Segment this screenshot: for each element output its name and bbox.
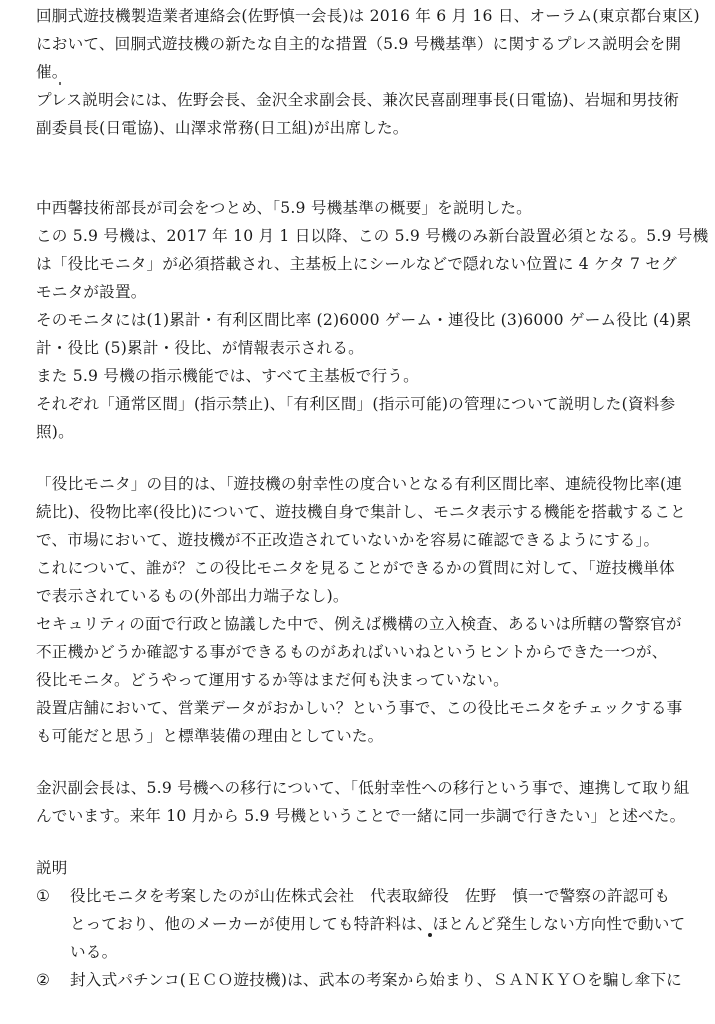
note-marker: ② <box>36 971 50 989</box>
section-heading: 説明 <box>36 859 68 877</box>
text-line: 役比モニタ。どうやって運用するか等はまだ何も決まっていない。 <box>36 671 509 689</box>
text-line: プレス説明会には、佐野会長、金沢全求副会長、兼次民喜副理事長(日電協)、岩堀和男技術 <box>36 91 680 109</box>
text-line: そのモニタには(1)累計・有利区間比率 (2)6000 ゲーム・連役比 (3)6000 ゲーム役比 (4)累 <box>36 311 692 329</box>
text-line: 金沢副会長は、5.9 号機への移行について、「低射幸性への移行という事で、連携して取り組 <box>36 779 690 797</box>
text-line: セキュリティの面で行政と協議した中で、例えば機構の立入検査、あるいは所轄の警察官が <box>36 615 682 633</box>
note-line: 役比モニタを考案したのが山佐株式会社 代表取締役 佐野 慎一で警察の許認可も <box>70 887 671 905</box>
text-line: 続比)、役物比率(役比)について、遊技機自身で集計し、モニタ表示する機能を搭載すること <box>36 503 686 521</box>
text-line: 計・役比 (5)累計・役比、が情報表示される。 <box>36 339 364 357</box>
text-line: 不正機かどうか確認する事ができるものがあればいいねというヒントからできた一つが、 <box>36 643 668 661</box>
note-line: とっており、他のメーカーが使用しても特許料は、ほとんど発生しない方向性で動いて <box>70 915 686 933</box>
text-line: これについて、誰が？この役比モニタを見ることができるかの質問に対して、「遊技機単体 <box>36 559 675 577</box>
text-line: は「役比モニタ」が必須搭載され、主基板上にシールなどで隠れない位置に 4 ケタ 7 セグ <box>36 255 677 273</box>
text-line: んでいます。来年 10 月から 5.9 号機ということで一緒に同一歩調で行きたい」と述べた。 <box>36 807 686 825</box>
text-line: 中西馨技術部長が司会をつとめ、「5.9 号機基準の概要」を説明した。 <box>36 199 532 217</box>
text-line: この 5.9 号機は、2017 年 10 月 1 日以降、この 5.9 号機のみ新台設置必須となる。5.9 号機 <box>36 227 709 245</box>
note-line: いる。 <box>70 943 118 961</box>
text-line: で表示されているもの(外部出力端子なし)。 <box>36 587 349 605</box>
text-line: また 5.9 号機の指示機能では、すべて主基板で行う。 <box>36 367 419 385</box>
text-line: 設置店舗において、営業データがおかしい？という事で、この役比モニタをチェックする事 <box>36 699 683 717</box>
text-line: も可能だと思う」と標準装備の理由としていた。 <box>36 727 384 745</box>
scan-speck <box>59 82 61 85</box>
text-line: で、市場において、遊技機が不正改造されていないかを容易に確認できるようにする」。 <box>36 531 660 549</box>
note-marker: ① <box>36 887 50 905</box>
text-line: において、回胴式遊技機の新たな自主的な措置（5.9 号機基準）に関するプレス説明会を開 <box>36 35 682 53</box>
ink-dot <box>428 933 432 937</box>
text-line: 回胴式遊技機製造業者連絡会(佐野慎一会長)は 2016 年 6 月 16 日、オーラム(東京都台東区) <box>36 7 700 25</box>
note-line: 封入式パチンコ(ＥＣＯ遊技機)は、武本の考案から始まり、ＳＡＮＫＹＯを騙し傘下に <box>70 971 682 989</box>
text-line: 催。 <box>36 63 68 81</box>
text-line: 「役比モニタ」の目的は、「遊技機の射幸性の度合いとなる有利区間比率、連続役物比率(連 <box>36 475 683 493</box>
text-line: 副委員長(日電協)、山澤求常務(日工組)が出席した。 <box>36 119 409 137</box>
text-line: それぞれ「通常区間」(指示禁止)、「有利区間」(指示可能)の管理について説明した(資料参 <box>36 395 676 413</box>
text-line: モニタが設置。 <box>36 283 147 301</box>
text-line: 照)。 <box>36 423 74 441</box>
